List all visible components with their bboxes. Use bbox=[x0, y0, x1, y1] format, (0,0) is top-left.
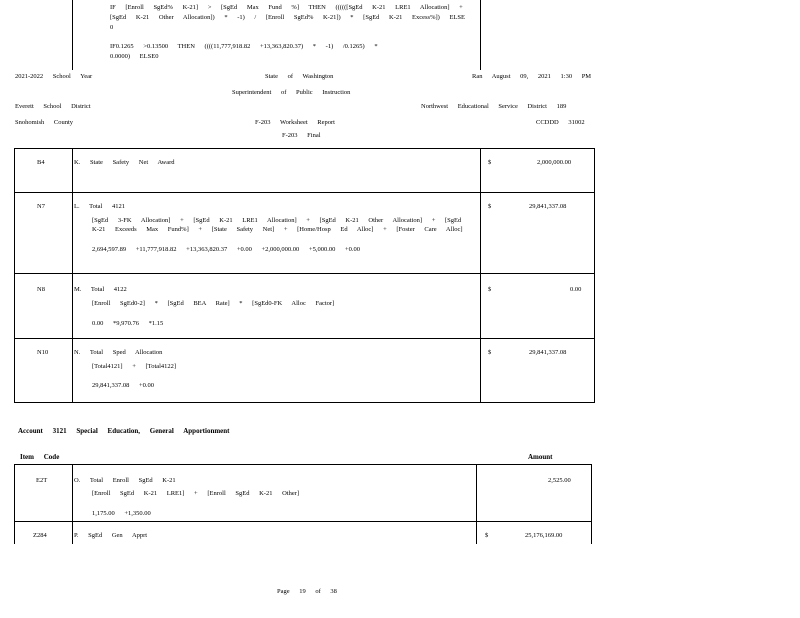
table-row-divider bbox=[14, 273, 595, 274]
row-code: N7 bbox=[37, 203, 45, 210]
row-amount: 0.00 bbox=[570, 286, 582, 293]
row-code: E2T bbox=[36, 477, 48, 484]
account-col-divider-left bbox=[72, 464, 73, 544]
amount-label: Amount bbox=[528, 453, 553, 461]
table-row-divider bbox=[14, 338, 595, 339]
row-code: B4 bbox=[37, 159, 45, 166]
top-formula-line1: IF [Enroll SgEd% K-21] > [SgEd Max Fund %] THEN ((((([SgEd K-21 LRE1 Allocation] + bbox=[110, 4, 463, 11]
row-values: 1,175.00 +1,350.00 bbox=[92, 510, 151, 517]
row-code: N10 bbox=[37, 349, 49, 356]
table-row-divider bbox=[14, 192, 595, 193]
item-code-label: Item Code bbox=[20, 453, 60, 461]
table-col-divider-left bbox=[72, 148, 73, 403]
run-date: Ran August 09, 2021 1:30 PM bbox=[472, 73, 592, 80]
account-title: Account 3121 Special Education, General Apportionment bbox=[18, 427, 230, 435]
row-amount: 29,841,337.08 bbox=[529, 203, 567, 210]
esd-name: Northwest Educational Service District 189 bbox=[421, 103, 567, 110]
county-name: Snohomish County bbox=[15, 119, 74, 126]
row-formula-cont: K-21 Exceeds Max Fund%] + [State Safety Net] + [Home/Hosp Ed Alloc] + [Foster Care Alloc] bbox=[92, 226, 463, 233]
row-values: 29,841,337.08 +0.00 bbox=[92, 382, 155, 389]
page-number: Page 19 of 38 bbox=[277, 588, 337, 595]
currency-symbol: $ bbox=[488, 159, 492, 166]
currency-symbol: $ bbox=[488, 349, 492, 356]
row-title: M. Total 4122 bbox=[74, 286, 127, 293]
row-formula: [Enroll SgEd K-21 LRE1] + [Enroll SgEd K-21 Other] bbox=[92, 490, 300, 497]
top-formula-line3: 0 bbox=[110, 24, 114, 31]
top-formula-line4: IF0.1265 >0.13500 THEN ((((11,777,918.82 +13,363,820.37) * -1) /0.1265) * bbox=[110, 43, 378, 50]
row-formula: [Enroll SgEd0-2] * [SgEd BEA Rate] * [SgEd0-FK Alloc Factor] bbox=[92, 300, 335, 307]
row-values: 0.00 *9,970.76 *1.15 bbox=[92, 320, 164, 327]
account-col-divider-right bbox=[476, 464, 477, 544]
top-right-border bbox=[480, 0, 481, 70]
row-code: N8 bbox=[37, 286, 45, 293]
row-formula: [Total4121] + [Total4122] bbox=[92, 363, 177, 370]
row-amount: 2,000,000.00 bbox=[537, 159, 572, 166]
top-formula-line5: 0.0000) ELSE0 bbox=[110, 53, 159, 60]
row-title: P. SgEd Gen Apprt bbox=[74, 532, 148, 539]
row-amount: 2,525.00 bbox=[548, 477, 571, 484]
currency-symbol: $ bbox=[488, 286, 492, 293]
top-formula-line2: [SgEd K-21 Other Allocation]) * -1) / [Enroll SgEd% K-21]) * [SgEd K-21 Excess%]) ELSE bbox=[110, 14, 465, 21]
currency-symbol: $ bbox=[485, 532, 489, 539]
row-title: O. Total Enroll SgEd K-21 bbox=[74, 477, 176, 484]
account-row-divider bbox=[14, 521, 592, 522]
top-left-border bbox=[72, 0, 73, 70]
row-formula: [SgEd 3-FK Allocation] + [SgEd K-21 LRE1 Allocation] + [SgEd K-21 Other Allocation] + [SgEd bbox=[92, 217, 462, 224]
school-year: 2021-2022 School Year bbox=[15, 73, 93, 80]
currency-symbol: $ bbox=[488, 203, 492, 210]
table-col-divider-right bbox=[480, 148, 481, 403]
row-title: N. Total Sped Allocation bbox=[74, 349, 163, 356]
superintendent: Superintendent of Public Instruction bbox=[232, 89, 351, 96]
row-title: L. Total 4121 bbox=[74, 203, 125, 210]
row-amount: 25,176,169.00 bbox=[525, 532, 563, 539]
district-name: Everett School District bbox=[15, 103, 91, 110]
ccddd-code: CCDDD 31002 bbox=[536, 119, 585, 126]
row-title: K. State Safety Net Award bbox=[74, 159, 175, 166]
row-code: Z284 bbox=[33, 532, 47, 539]
row-values: 2,694,597.89 +11,777,918.82 +13,363,820.37 +0.00 +2,000,000.00 +5,000.00 +0.00 bbox=[92, 246, 361, 253]
report-name: F-203 Worksheet Report bbox=[255, 119, 335, 126]
row-amount: 29,841,337.08 bbox=[529, 349, 567, 356]
state-name: State of Washington bbox=[265, 73, 334, 80]
report-final: F-203 Final bbox=[282, 132, 321, 139]
